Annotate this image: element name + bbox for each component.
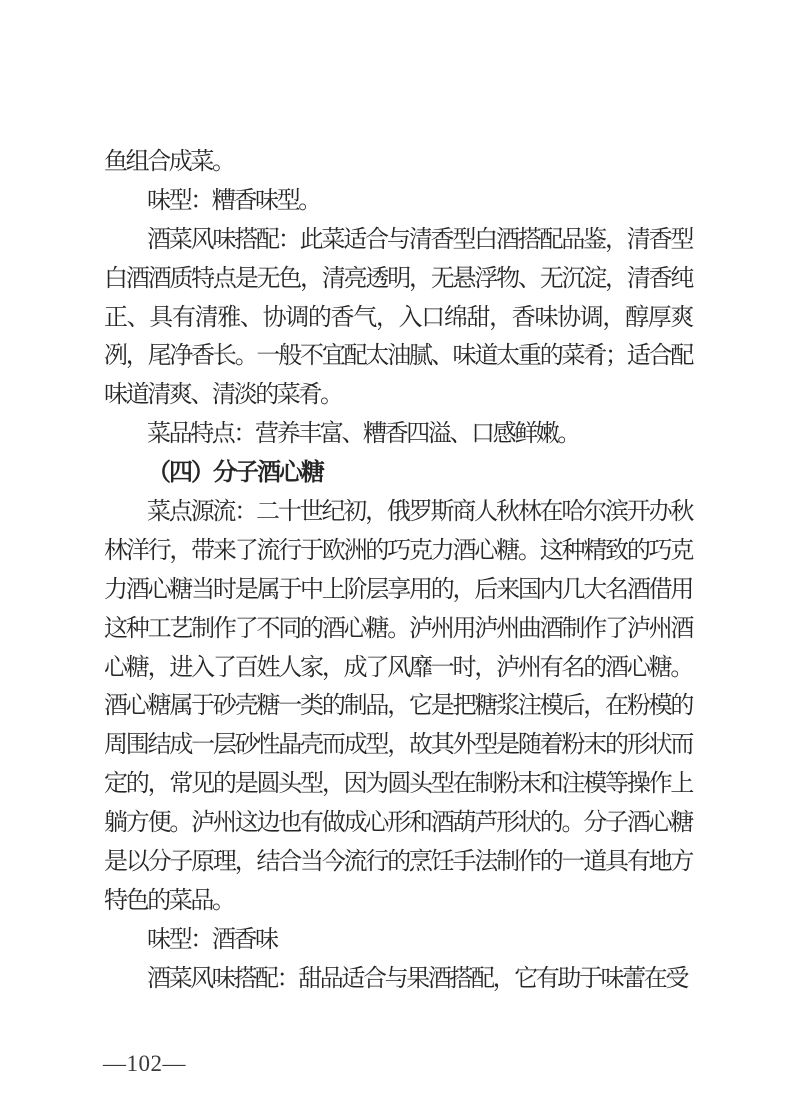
text-line: 味型：糟香味型。: [147, 187, 320, 214]
text-line: 酒菜风味搭配：甜品适合与果酒搭配，它有助于味蕾在受: [147, 965, 687, 992]
section-heading: （四）分子酒心糖: [147, 460, 323, 487]
text-line: 周围结成一层砂性晶壳而成型，故其外型是随着粉末的形状而: [104, 732, 692, 759]
text-line: 菜点源流：二十世纪初，俄罗斯商人秋林在哈尔滨开办秋: [147, 499, 692, 526]
text-line: 味道清爽、清淡的菜肴。: [104, 382, 342, 409]
text-line: 鱼组合成菜。: [104, 149, 234, 175]
text-line: 正、具有清雅、协调的香气，入口绵甜，香味协调，醇厚爽: [104, 304, 692, 331]
text-line: 酒菜风味搭配：此菜适合与清香型白酒搭配品鉴，清香型: [147, 226, 692, 253]
text-line: 酒心糖属于砂壳糖一类的制品，它是把糖浆注模后，在粉模的: [104, 693, 692, 720]
text-line: 菜品特点：营养丰富、糟香四溢、口感鲜嫩。: [147, 421, 579, 448]
text-line: 是以分子原理，结合当今流行的烹饪手法制作的一道具有地方: [104, 849, 692, 876]
page-body-text: [104, 143, 692, 999]
text-line: 这种工艺制作了不同的酒心糖。泸州用泸州曲酒制作了泸州酒: [104, 615, 692, 642]
text-line: 冽，尾净香长。一般不宜配太油腻、味道太重的菜肴；适合配: [104, 343, 692, 370]
text-line: 躺方便。泸州这边也有做成心形和酒葫芦形状的。分子酒心糖: [104, 810, 692, 837]
text-line: 林洋行，带来了流行于欧洲的巧克力酒心糖。这种精致的巧克: [104, 537, 692, 564]
text-line: 特色的菜品。: [104, 887, 234, 914]
text-line: 心糖，进入了百姓人家，成了风靡一时，泸州有名的酒心糖。: [104, 654, 692, 681]
text-line: 味型：酒香味: [147, 926, 277, 953]
page-number: —102—: [103, 1051, 186, 1076]
text-line: 白酒酒质特点是无色，清亮透明，无悬浮物、无沉淀，清香纯: [104, 265, 692, 292]
text-line: 定的，常见的是圆头型，因为圆头型在制粉末和注模等操作上: [104, 771, 692, 798]
text-line: 力酒心糖当时是属于中上阶层享用的，后来国内几大名酒借用: [104, 576, 692, 603]
